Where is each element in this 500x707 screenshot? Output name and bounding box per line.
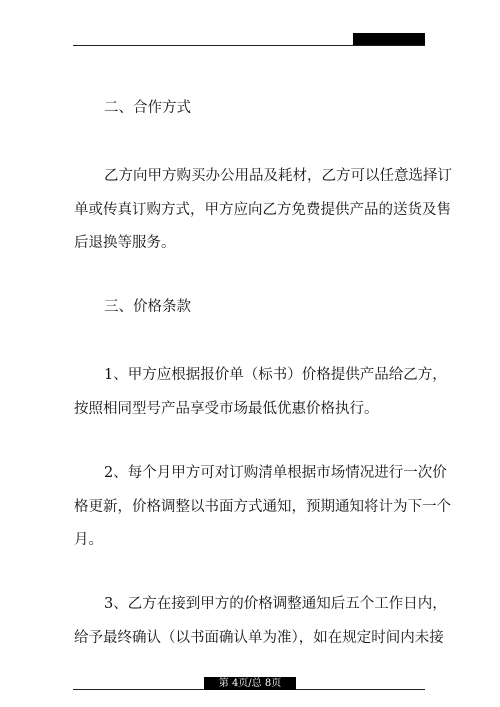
- section-heading-price-terms: 三、价格条款: [104, 299, 191, 315]
- clause-line: 2、每个月甲方可对订购清单根据市场情况进行一次价: [104, 465, 447, 481]
- clause-line: 格更新，价格调整以书面方式通知，预期通知将计为下一个: [74, 499, 451, 515]
- clause-line: 给予最终确认（以书面确认单为准），如在规定时间内未接: [74, 630, 444, 646]
- clause-line: 按照相同型号产品享受市场最低优惠价格执行。: [74, 401, 379, 417]
- clause-line: 1、甲方应根据报价单（标书）价格提供产品给乙方，: [104, 367, 447, 383]
- page-number: 第 4页/总 8页: [204, 677, 296, 690]
- paragraph-line: 单或传真订购方式，甲方应向乙方免费提供产品的送货及售: [74, 202, 451, 218]
- paragraph-line: 乙方向甲方购买办公用品及耗材，乙方可以任意选择订: [104, 168, 452, 184]
- header-rule: [73, 45, 425, 46]
- section-heading-cooperation: 二、合作方式: [104, 100, 191, 116]
- clause-line: 月。: [74, 532, 103, 548]
- clause-line: 3、乙方在接到甲方的价格调整通知后五个工作日内，: [104, 596, 447, 612]
- paragraph-line: 后退换等服务。: [74, 235, 176, 251]
